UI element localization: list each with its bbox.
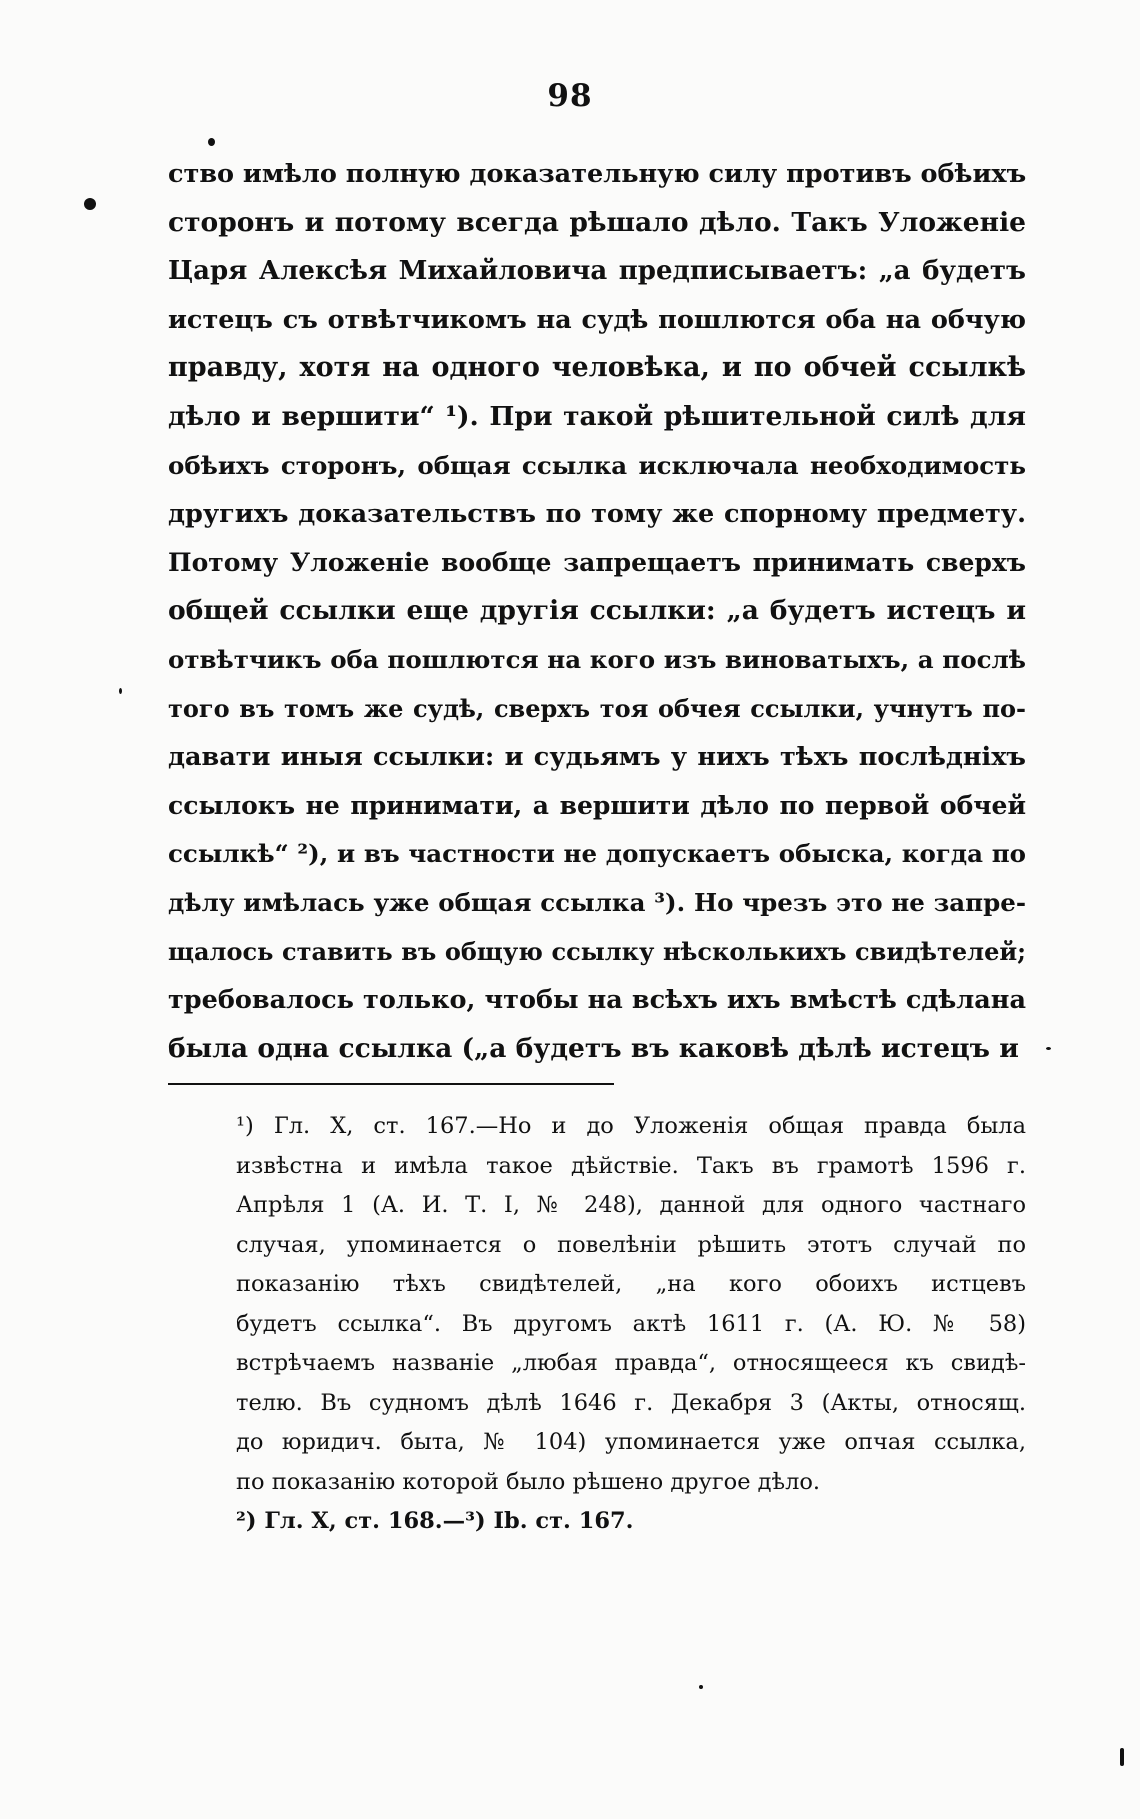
ink-speck <box>119 688 122 694</box>
footnote-line: встрѣчаемъ названіе „любая правда“, относящееся къ свидѣ- <box>236 1350 1026 1376</box>
main-text <box>168 150 1026 1073</box>
text-line: щалось ставить въ общую ссылку нѣсколькихъ свидѣтелей; <box>168 936 1026 966</box>
text-line: Потому Уложеніе вообще запрещаетъ принимать сверхъ <box>168 547 1026 577</box>
footnotes <box>236 1107 1026 1542</box>
footnote-line: Апрѣля 1 (А. И. Т. I, № 248), данной для одного частнаго <box>236 1192 1026 1218</box>
text-line: того въ томъ же судѣ, сверхъ тоя обчея ссылки, учнутъ по- <box>168 693 1026 723</box>
footnote-line: случая, упоминается о повелѣніи рѣшить этотъ случай по <box>236 1231 1026 1258</box>
footnote-line: будетъ ссылка“. Въ другомъ актѣ 1611 г. (А. Ю. № 58) <box>236 1310 1026 1337</box>
text-line: другихъ доказательствъ по тому же спорному предмету. <box>168 499 1026 530</box>
text-line: была одна ссылка („а будетъ въ каковѣ дѣлѣ истецъ и <box>168 1032 1019 1064</box>
text-line: ссылокъ не принимати, а вершити дѣло по первой обчей <box>168 790 1026 820</box>
text-line: сторонъ и потому всегда рѣшало дѣло. Такъ Уложеніе <box>168 206 1026 238</box>
text-line: требовалось только, чтобы на всѣхъ ихъ вмѣстѣ сдѣлана <box>168 985 1026 1016</box>
ink-speck <box>208 138 215 146</box>
page-number: 98 <box>547 78 593 114</box>
footnote-line: телю. Въ судномъ дѣлѣ 1646 г. Декабря 3 (Акты, относящ. <box>236 1389 1026 1416</box>
footnote-separator <box>168 1083 614 1085</box>
ink-speck <box>84 198 96 210</box>
footnote-line: показанію тѣхъ свидѣтелей, „на кого обоихъ истцевъ <box>236 1271 1026 1297</box>
footnote-line: ¹) Гл. X, ст. 167.—Но и до Уложенія общая правда была <box>236 1113 1026 1139</box>
footnote-line: до юридич. быта, № 104) упоминается уже опчая ссылка, <box>236 1429 1026 1455</box>
text-line: ссылкѣ“ ²), и въ частности не допускаетъ обыска, когда по <box>168 839 1026 869</box>
ink-speck <box>1120 1748 1124 1766</box>
text-line: обѣихъ сторонъ, общая ссылка исключала необходимость <box>168 450 1026 480</box>
ink-speck <box>699 1685 703 1689</box>
text-line: Царя Алексѣя Михайловича предписываетъ: „а будетъ <box>168 256 1026 287</box>
text-line: дѣло и вершити“ ¹). При такой рѣшительной силѣ для <box>168 400 1026 432</box>
footnote-line: ²) Гл. X, ст. 168.—³) Ib. ст. 167. <box>236 1508 634 1534</box>
text-line: общей ссылки еще другія ссылки: „а будетъ истецъ и <box>168 595 1026 627</box>
footnote-line: извѣстна и имѣла такое дѣйствіе. Такъ въ грамотѣ 1596 г. <box>236 1152 1026 1179</box>
text-line: правду, хотя на одного человѣка, и по обчей ссылкѣ <box>168 352 1026 384</box>
ink-speck <box>1046 1047 1051 1050</box>
footnote-line: по показанію которой было рѣшено другое дѣло. <box>236 1468 821 1495</box>
text-line: истецъ съ отвѣтчикомъ на судѣ пошлются оба на обчую <box>168 304 1026 335</box>
text-line: отвѣтчикъ оба пошлются на кого изъ виноватыхъ, а послѣ <box>168 644 1026 674</box>
text-line: давати иныя ссылки: и судьямъ у нихъ тѣхъ послѣдніхъ <box>168 742 1026 773</box>
text-line: дѣлу имѣлась уже общая ссылка ³). Но чрезъ это не запре- <box>168 887 1026 917</box>
text-line: ство имѣло полную доказательную силу противъ обѣихъ <box>168 159 1026 189</box>
